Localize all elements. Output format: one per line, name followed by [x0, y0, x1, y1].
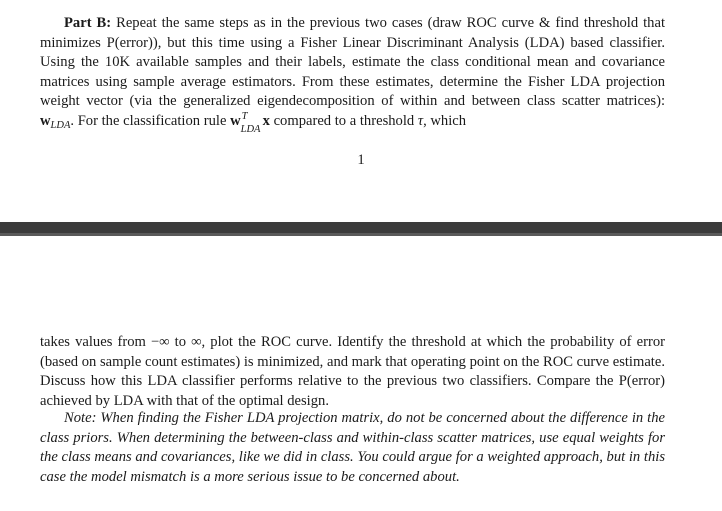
transpose-subscript-group	[240, 110, 263, 135]
x-vector-symbol: x	[262, 112, 270, 129]
part-b-text-b: . For the classification rule	[70, 112, 231, 129]
page-separator	[0, 222, 722, 236]
page-number: 1	[357, 152, 365, 168]
page-2	[0, 236, 722, 511]
part-b-text-a: Repeat the same steps as in the previous two cases (draw ROC curve & find threshold that minimizes P(error)), but this time using a Fisher Linear Discriminant Analysis (LDA) based classifier. Using the 10K available samples and their labels, estimate the class conditional mean and covariance matrices using sample average estimators. From these estimates, determine the Fisher LDA projection weight vector (via the generalized eigendecomposition of within and between class scatter matrices):	[40, 15, 665, 109]
note-paragraph: Note: When finding the Fisher LDA projection matrix, do not be concerned about the difference in the class priors. When determining the between-class and within-class scatter matrices, use equal weights for the class means and covariances, like we did in class. You could argue for a weighted approach, but in this case the model mismatch is a more serious issue to be concerned about.	[40, 410, 665, 485]
part-b-text-c: compared to a threshold	[269, 112, 418, 129]
part-b-heading: Part B:	[64, 15, 112, 31]
page-1	[0, 0, 722, 222]
part-b-text-d: , which	[423, 112, 467, 129]
weight-vector-symbol: w	[40, 112, 51, 129]
classification-w-symbol: w	[230, 112, 241, 129]
part-b-paragraph	[40, 14, 665, 135]
roc-instructions-paragraph: takes values from −∞ to ∞, plot the ROC curve. Identify the threshold at which the probability of error (based on sample count estimates) is minimized, and mark that operating point on the ROC curve estimate. Discuss how this LDA classifier performs relative to the previous two classifiers. Compare the P(error) achieved by LDA with that of the optimal design.	[40, 334, 665, 409]
transpose-superscript: T	[241, 110, 248, 122]
weight-vector-subscript: LDA	[50, 119, 71, 131]
threshold-tau-symbol: τ	[417, 112, 424, 129]
classification-subscript: LDA	[240, 123, 261, 135]
